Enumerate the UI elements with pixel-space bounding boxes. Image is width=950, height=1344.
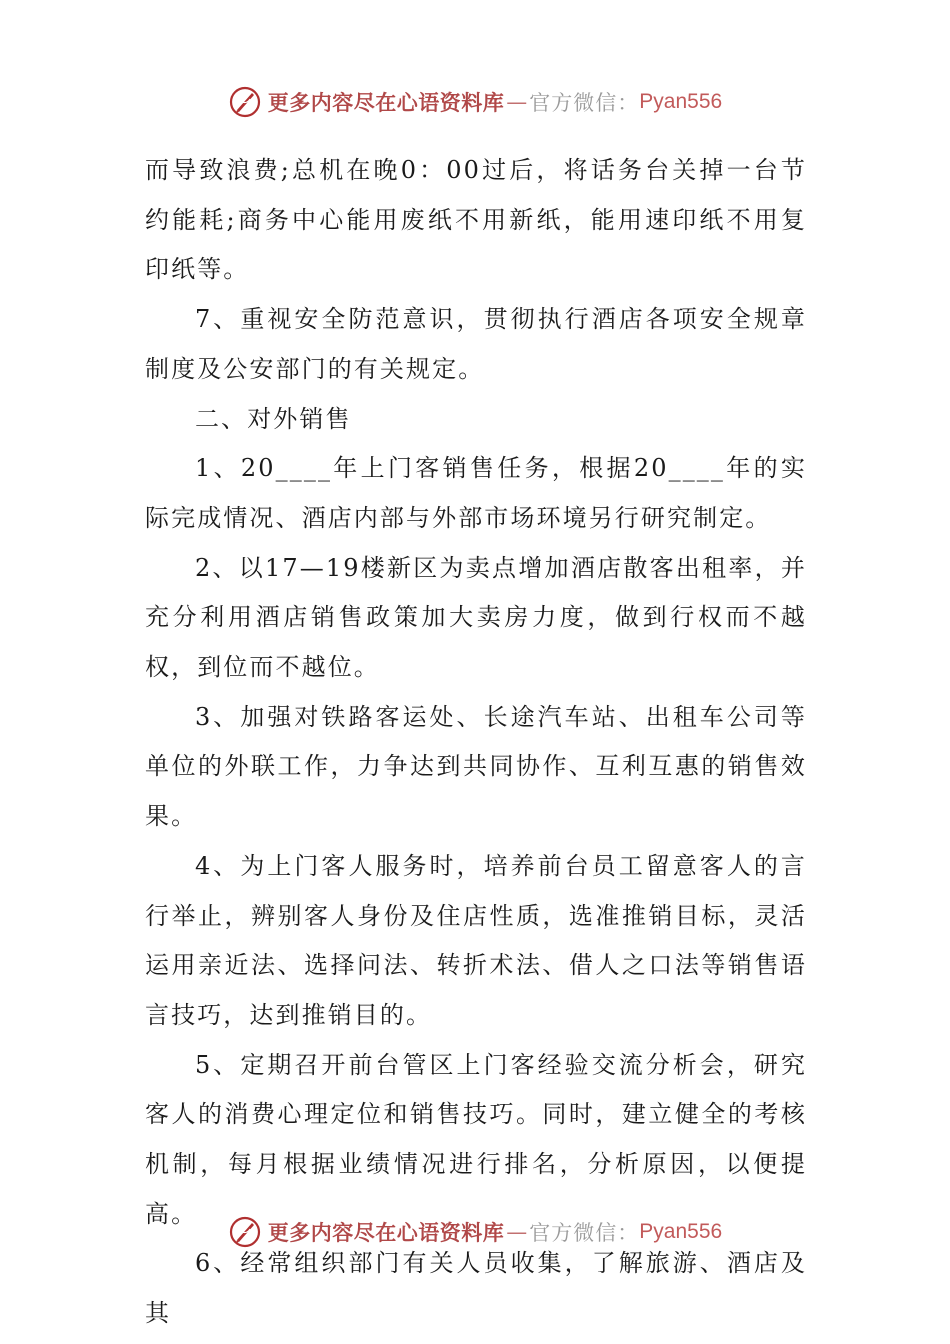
paragraph-item-5: 5、定期召开前台管区上门客经验交流分析会，研究客人的消费心理定位和销售技巧。同时，建立健全的考核机制，每月根据业绩情况进行排名，分析原因，以便提高。 xyxy=(145,1050,807,1228)
watermark-dash: — xyxy=(506,90,528,114)
watermark-main-text: 更多内容尽在心语资料库 xyxy=(267,1221,505,1245)
paragraph-item-2: 2、以17—19楼新区为卖点增加酒店散客出租率，并充分利用酒店销售政策加大卖房力度，做到行权而不越权，到位而不越位。 xyxy=(145,553,807,682)
section-heading: 二、对外销售 xyxy=(195,404,352,433)
watermark-label: 官方微信： xyxy=(529,91,640,115)
watermark-wechat-id: Pyan556 xyxy=(639,90,723,113)
watermark-label: 官方微信： xyxy=(529,1221,640,1245)
footer-watermark xyxy=(0,1212,950,1252)
paragraph-continuation: 而导致浪费;总机在晚0：00过后，将话务台关掉一台节约能耗;商务中心能用废纸不用新纸，能用速印纸不用复印纸等。 xyxy=(145,156,807,284)
paragraph-item-6: 6、经常组织部门有关人员收集，了解旅游、酒店及其 xyxy=(145,1249,807,1328)
watermark-dash: — xyxy=(506,1220,528,1244)
watermark-main-text: 更多内容尽在心语资料库 xyxy=(267,91,505,115)
paragraph-item-7: 7、重视安全防范意识，贯彻执行酒店各项安全规章制度及公安部门的有关规定。 xyxy=(145,305,807,383)
quill-logo-icon xyxy=(228,1215,262,1249)
watermark-wechat-id: Pyan556 xyxy=(639,1220,723,1243)
paragraph-item-1: 1、20____年上门客销售任务，根据20____年的实际完成情况、酒店内部与外部市场环境另行研究制定。 xyxy=(145,454,807,532)
document-body xyxy=(145,146,807,1339)
header-watermark xyxy=(0,82,950,122)
paragraph-item-4: 4、为上门客人服务时，培养前台员工留意客人的言行举止，辨别客人身份及住店性质，选准推销目标，灵活运用亲近法、选择问法、转折术法、借人之口法等销售语言技巧，达到推销目的。 xyxy=(145,851,807,1029)
quill-logo-icon xyxy=(228,85,262,119)
paragraph-item-3: 3、加强对铁路客运处、长途汽车站、出租车公司等单位的外联工作，力争达到共同协作、互利互惠的销售效果。 xyxy=(145,702,807,831)
